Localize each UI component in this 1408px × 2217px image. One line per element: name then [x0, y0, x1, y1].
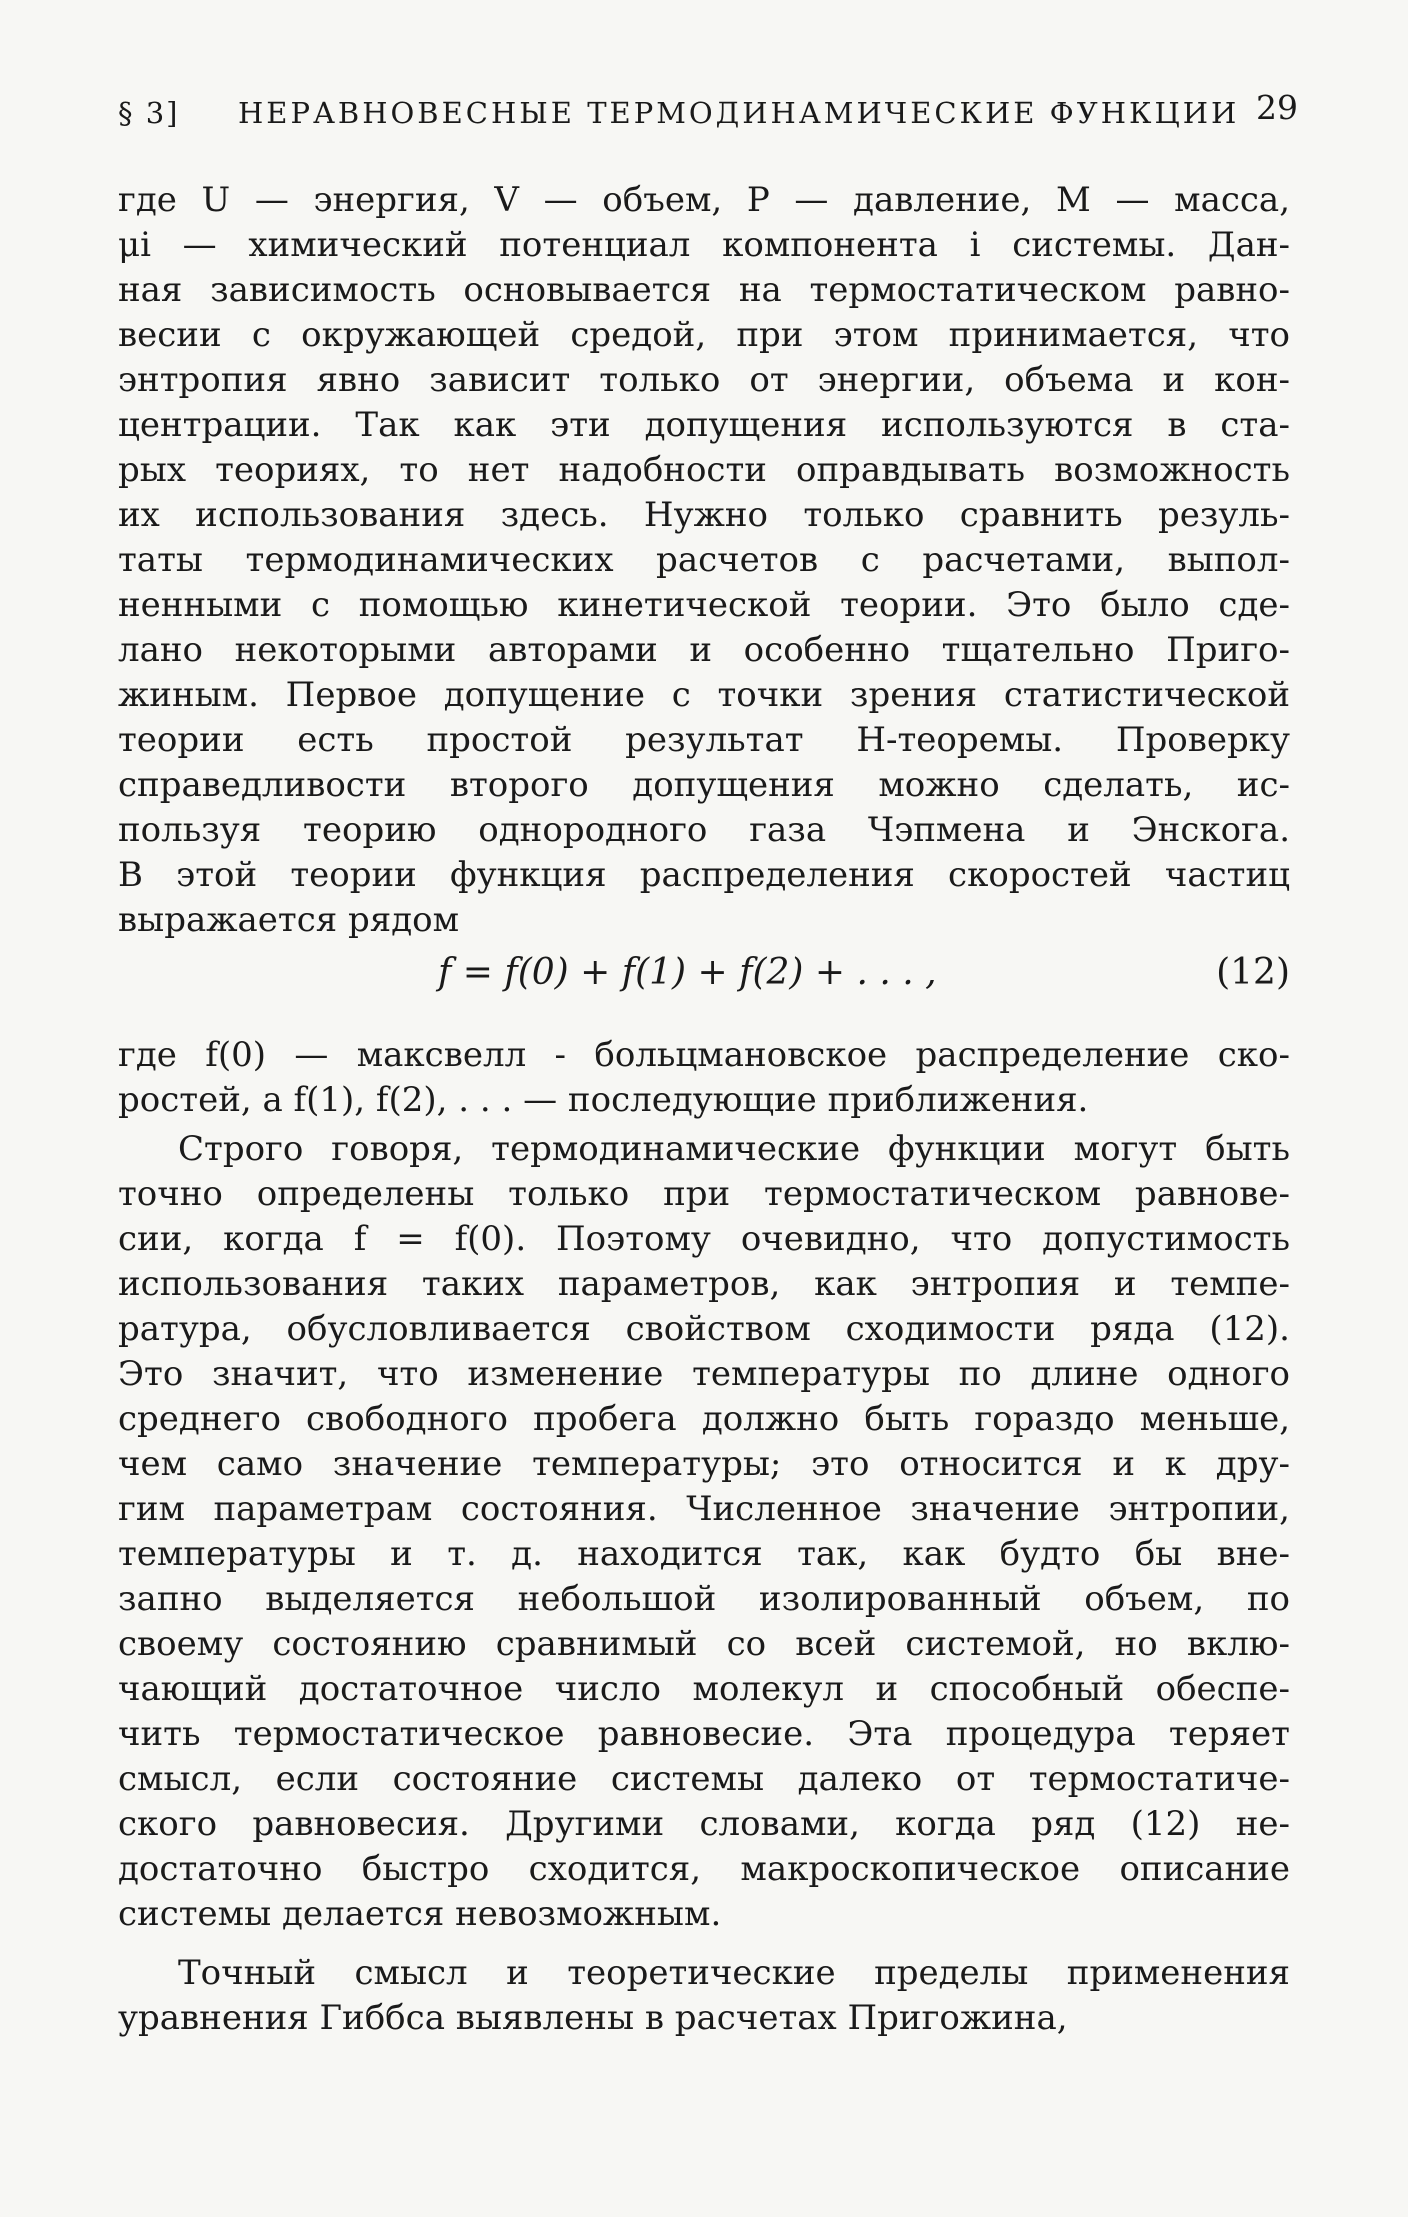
equation-number: (12) [1216, 952, 1290, 993]
text-line: центрации. Так как эти допущения используются в ста- [118, 405, 1290, 445]
text-line: системы делается невозможным. [118, 1894, 722, 1934]
text-line: достаточно быстро сходится, макроскопическое описание [118, 1849, 1290, 1889]
text-line: гим параметрам состояния. Численное значение энтропии, [118, 1489, 1290, 1529]
text-line: уравнения Гиббса выявлены в расчетах Пригожина, [118, 1998, 1068, 2038]
text-line: Точный смысл и теоретические пределы применения [178, 1953, 1290, 1993]
text-line: где f(0) — максвелл - больцмановское распределение ско- [118, 1035, 1290, 1075]
text-line: температуры и т. д. находится так, как будто бы вне- [118, 1534, 1290, 1574]
text-line: сии, когда f = f(0). Поэтому очевидно, что допустимость [118, 1219, 1290, 1259]
text-line: выражается рядом [118, 900, 460, 940]
text-line: лано некоторыми авторами и особенно тщательно Приго- [118, 630, 1290, 670]
text-line: справедливости второго допущения можно сделать, ис- [118, 765, 1290, 805]
text-line: ского равновесия. Другими словами, когда ряд (12) не- [118, 1804, 1290, 1844]
text-line: пользуя теорию однородного газа Чэпмена и Энскога. [118, 810, 1290, 850]
page-number: 29 [1256, 88, 1298, 127]
series-formula: f = f(0) + f(1) + f(2) + . . . , [438, 952, 937, 993]
text-line: В этой теории функция распределения скоростей частиц [118, 855, 1290, 895]
section-marker: § 3] [118, 96, 180, 130]
text-line: где U — энергия, V — объем, P — давление, M — масса, [118, 180, 1290, 220]
text-line: использования таких параметров, как энтропия и темпе- [118, 1264, 1290, 1304]
text-line: чить термостатическое равновесие. Эта процедура теряет [118, 1714, 1290, 1754]
text-line: жиным. Первое допущение с точки зрения статистической [118, 675, 1290, 715]
text-line: теории есть простой результат H-теоремы. Проверку [118, 720, 1290, 760]
running-header [118, 88, 1298, 140]
paragraph-gibbs [118, 1951, 1290, 2041]
text-line: ненными с помощью кинетической теории. Это было сде- [118, 585, 1290, 625]
text-line: Это значит, что изменение температуры по длине одного [118, 1354, 1290, 1394]
text-line: энтропия явно зависит только от энергии, объема и кон- [118, 360, 1290, 400]
equation-12 [118, 952, 1290, 1008]
text-line: весии с окружающей средой, при этом принимается, что [118, 315, 1290, 355]
text-line: таты термодинамических расчетов с расчетами, выпол- [118, 540, 1290, 580]
text-line: смысл, если состояние системы далеко от термостатиче- [118, 1759, 1290, 1799]
text-line: чем само значение температуры; это относится и к дру- [118, 1444, 1290, 1484]
text-line: точно определены только при термостатическом равнове- [118, 1174, 1290, 1214]
chapter-title: НЕРАВНОВЕСНЫЕ ТЕРМОДИНАМИЧЕСКИЕ ФУНКЦИИ [238, 96, 1240, 130]
paragraph-maxwell [118, 1033, 1290, 1123]
text-line: ратура, обусловливается свойством сходимости ряда (12). [118, 1309, 1290, 1349]
text-line: ростей, а f(1), f(2), . . . — последующие приближения. [118, 1080, 1089, 1120]
text-line: рых теориях, то нет надобности оправдывать возможность [118, 450, 1290, 490]
paragraph-definitions [118, 178, 1290, 943]
paragraph-strictly-speaking [118, 1127, 1290, 1937]
text-line: чающий достаточное число молекул и способный обеспе- [118, 1669, 1290, 1709]
text-line: своему состоянию сравнимый со всей системой, но вклю- [118, 1624, 1290, 1664]
text-line: ная зависимость основывается на термостатическом равно- [118, 270, 1290, 310]
text-line: среднего свободного пробега должно быть гораздо меньше, [118, 1399, 1290, 1439]
text-line: Строго говоря, термодинамические функции могут быть [178, 1129, 1290, 1169]
text-line: μi — химический потенциал компонента i системы. Дан- [118, 225, 1290, 265]
text-line: запно выделяется небольшой изолированный объем, по [118, 1579, 1290, 1619]
text-line: их использования здесь. Нужно только сравнить резуль- [118, 495, 1290, 535]
